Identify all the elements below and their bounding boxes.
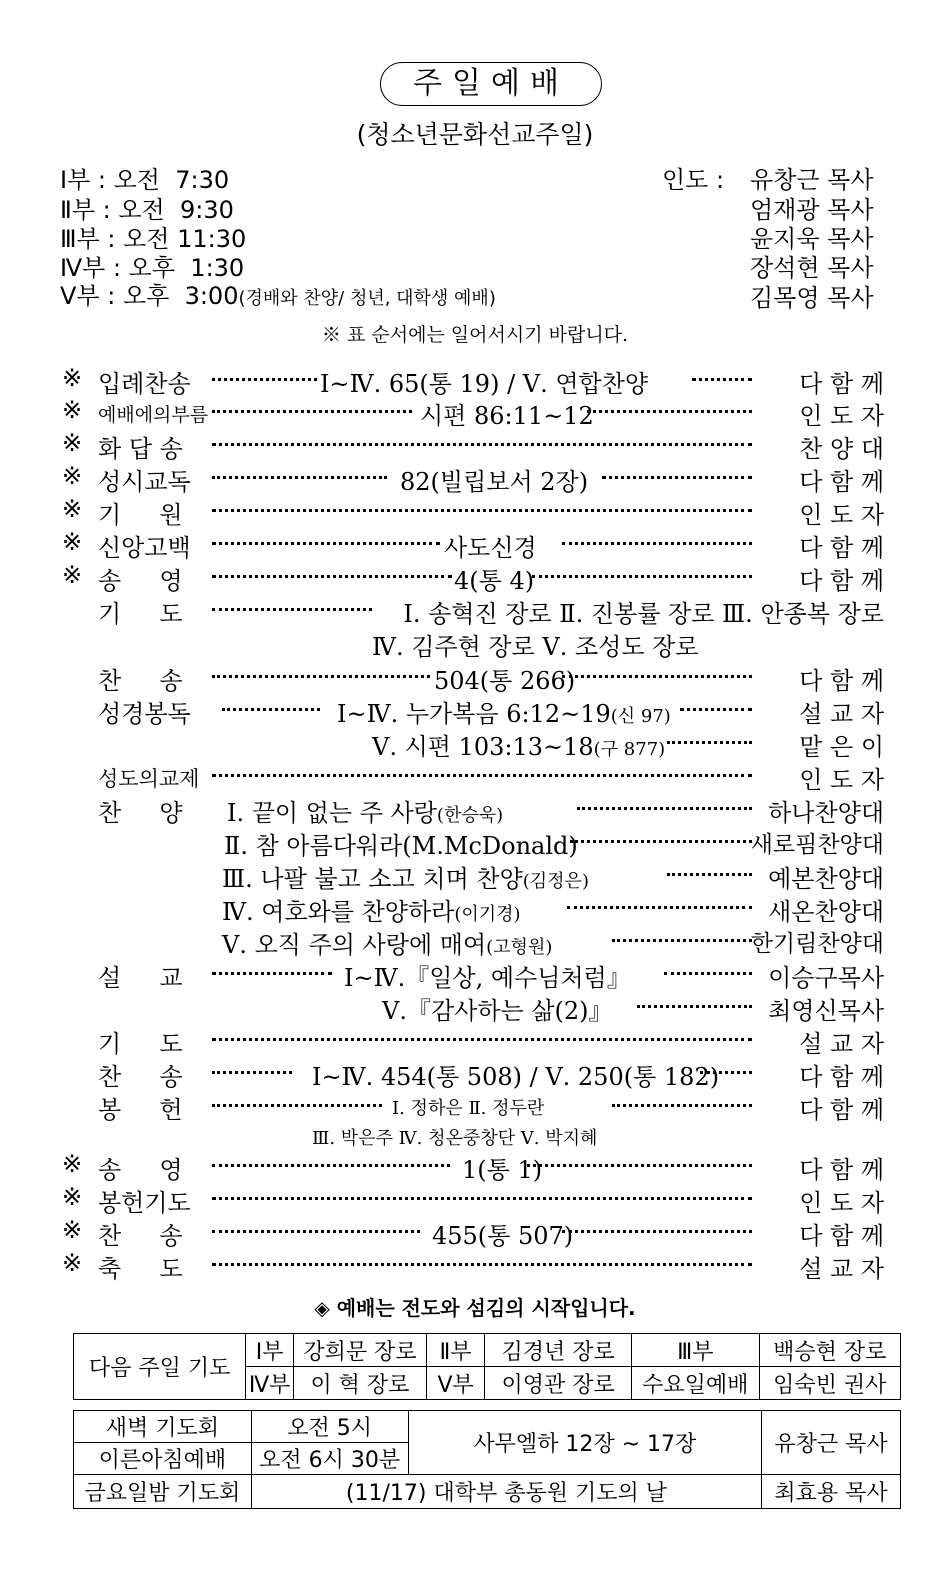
- order-row: Ⅴ. 시편 103:13~18(구 877) 맡 은 이: [372, 733, 884, 761]
- order-row: ※ 성시교독 82(빌립보서 2장) 다 함 께: [62, 462, 884, 496]
- leader-label: 인도 :: [662, 166, 725, 194]
- order-row: 설 교 Ⅰ~Ⅳ.『일상, 예수님처럼』 이승구목사: [98, 964, 884, 992]
- service-time-5: Ⅴ부 : 오후 3:00(경배와 찬양/ 청년, 대학생 예배): [60, 282, 496, 310]
- order-row: ※ 송 영 4(통 4) 다 함 께: [62, 561, 884, 595]
- service-time-2: Ⅱ부 : 오전 9:30: [60, 196, 234, 224]
- leader-name-5: 김목영 목사: [750, 284, 874, 312]
- order-row: ※ 찬 송 455(통 507) 다 함 께: [62, 1216, 884, 1250]
- dawn-prayer-time: 오전 5시: [251, 1411, 408, 1443]
- table-cell: Ⅰ부: [246, 1334, 294, 1367]
- order-row: ※ 화 답 송 찬 양 대: [62, 429, 884, 463]
- table-cell: 이영관 장로: [485, 1367, 632, 1400]
- order-row: 찬 송 Ⅰ~Ⅳ. 454(통 508) / Ⅴ. 250(통 182) 다 함 께: [98, 1063, 884, 1091]
- prayer-line-2: Ⅳ. 김주현 장로 Ⅴ. 조성도 장로: [372, 633, 699, 661]
- table-cell: 이 혁 장로: [294, 1367, 427, 1400]
- table-cell: Ⅱ부: [426, 1334, 484, 1367]
- order-row: ※ 축 도 설 교 자: [62, 1249, 884, 1283]
- table-cell: 강희문 장로: [294, 1334, 427, 1367]
- order-row: Ⅳ. 여호와를 찬양하라(이기경) 새온찬양대: [222, 898, 884, 926]
- closing-message: ◈ 예배는 전도와 섬김의 시작입니다.: [314, 1296, 636, 1320]
- service-time-1: Ⅰ부 : 오전 7:30: [60, 166, 230, 194]
- order-row: 찬 송 504(통 266) 다 함 께: [98, 667, 884, 695]
- table-cell: 백승현 장로: [759, 1334, 900, 1367]
- order-row: Ⅲ. 나팔 불고 소고 치며 찬양(김정은) 예본찬양대: [222, 865, 884, 893]
- meeting-scripture: 사무엘하 12장 ~ 17장: [408, 1411, 762, 1475]
- dawn-prayer-label: 새벽 기도회: [74, 1411, 252, 1443]
- meeting-leader: 유창근 목사: [762, 1411, 901, 1475]
- table-cell: 임숙빈 권사: [759, 1367, 900, 1400]
- table-cell: Ⅳ부: [246, 1367, 294, 1400]
- page-title: 주일예배: [380, 62, 602, 106]
- order-row: ※ 입례찬송 Ⅰ~Ⅳ. 65(통 19) / Ⅴ. 연합찬양 다 함 께: [62, 364, 884, 398]
- service-time-3: Ⅲ부 : 오전 11:30: [60, 225, 247, 253]
- order-row: ※ 예배에의부름 시편 86:11~12 인 도 자: [62, 396, 884, 430]
- meetings-table: [73, 1410, 901, 1509]
- leader-name-3: 윤지욱 목사: [750, 225, 874, 253]
- leader-name-2: 엄재광 목사: [750, 196, 874, 224]
- offering-line-2: Ⅲ. 박은주 Ⅳ. 청온중창단 Ⅴ. 박지혜: [312, 1128, 598, 1149]
- leader-name-1: 유창근 목사: [750, 166, 874, 194]
- friday-prayer-leader: 최효용 목사: [762, 1475, 901, 1509]
- order-row: ※ 송 영 1(통 1) 다 함 께: [62, 1150, 884, 1184]
- order-row: Ⅴ.『감사하는 삶(2)』 최영신목사: [382, 997, 884, 1025]
- friday-prayer-label: 금요일밤 기도회: [74, 1475, 252, 1509]
- order-row: 봉 헌 Ⅰ. 정하은 Ⅱ. 정두란 다 함 께: [98, 1096, 884, 1124]
- table-cell: Ⅲ부: [632, 1334, 760, 1367]
- leader-name-4: 장석현 목사: [750, 254, 874, 282]
- early-service-label: 이른아침예배: [74, 1443, 252, 1475]
- order-row: Ⅱ. 참 아름다워라(M.McDonald) 새로핌찬양대: [224, 832, 884, 860]
- order-row: 성경봉독 Ⅰ~Ⅳ. 누가복음 6:12~19(신 97) 설 교 자: [98, 700, 884, 728]
- page-subtitle: (청소년문화선교주일): [356, 120, 594, 149]
- table-cell: 김경년 장로: [485, 1334, 632, 1367]
- order-row: 성도의교제 인 도 자: [98, 766, 884, 794]
- early-service-time: 오전 6시 30분: [251, 1443, 408, 1475]
- order-row: ※ 신앙고백 사도신경 다 함 께: [62, 528, 884, 562]
- order-row: 기 도 Ⅰ. 송혁진 장로 Ⅱ. 진봉률 장로 Ⅲ. 안종복 장로: [98, 600, 884, 628]
- next-prayer-table: [73, 1333, 901, 1400]
- next-prayer-label: 다음 주일 기도: [74, 1334, 246, 1400]
- table-cell: Ⅴ부: [426, 1367, 484, 1400]
- order-row: ※ 기 원 인 도 자: [62, 495, 884, 529]
- service-time-4: Ⅳ부 : 오후 1:30: [60, 254, 245, 282]
- table-cell: 수요일예배: [632, 1367, 760, 1400]
- standing-notice: ※ 표 순서에는 일어서시기 바랍니다.: [321, 324, 629, 346]
- order-row: ※ 봉헌기도 인 도 자: [62, 1183, 884, 1217]
- order-row: 기 도 설 교 자: [98, 1030, 884, 1058]
- order-row: 찬 양 Ⅰ. 끝이 없는 주 사랑(한승욱) 하나찬양대: [98, 799, 884, 827]
- order-row: Ⅴ. 오직 주의 사랑에 매여(고형원) 한기림찬양대: [222, 931, 884, 959]
- friday-prayer-text: (11/17) 대학부 총동원 기도의 날: [251, 1475, 761, 1509]
